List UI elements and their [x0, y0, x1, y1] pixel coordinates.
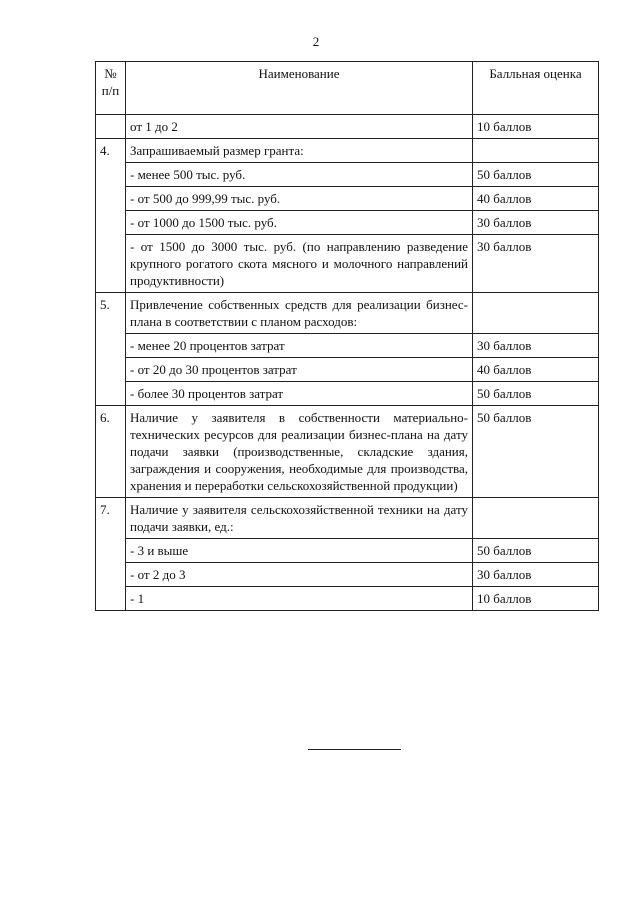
row-score: 30 баллов: [473, 235, 599, 293]
row-score: [473, 139, 599, 163]
row-name: - менее 20 процентов затрат: [126, 334, 473, 358]
row-name: Привлечение собственных средств для реализации бизнес-плана в соответствии с планом расходов:: [126, 293, 473, 334]
table-row: [96, 187, 599, 211]
row-num: [96, 211, 126, 235]
row-num: [96, 539, 126, 563]
table-row: [96, 139, 599, 163]
row-score: [473, 498, 599, 539]
table-row: [96, 406, 599, 498]
header-name: Наименование: [126, 62, 473, 115]
row-score: 30 баллов: [473, 563, 599, 587]
row-num: [96, 358, 126, 382]
row-score: 50 баллов: [473, 382, 599, 406]
row-num: [96, 235, 126, 293]
row-name: - менее 500 тыс. руб.: [126, 163, 473, 187]
table-row: [96, 587, 599, 611]
row-name: Запрашиваемый размер гранта:: [126, 139, 473, 163]
row-num: [96, 115, 126, 139]
row-name: Наличие у заявителя сельскохозяйственной техники на дату подачи заявки, ед.:: [126, 498, 473, 539]
row-name: от 1 до 2: [126, 115, 473, 139]
header-num: № п/п: [96, 62, 126, 115]
table-row: [96, 498, 599, 539]
row-num: [96, 187, 126, 211]
row-num: 4.: [96, 139, 126, 163]
row-num: [96, 382, 126, 406]
row-num: [96, 163, 126, 187]
table-row: [96, 539, 599, 563]
table-header-row: [96, 62, 599, 115]
table-row: [96, 358, 599, 382]
row-name: - более 30 процентов затрат: [126, 382, 473, 406]
row-score: 50 баллов: [473, 406, 599, 498]
row-num: 7.: [96, 498, 126, 539]
row-score: 50 баллов: [473, 539, 599, 563]
row-num: [96, 563, 126, 587]
table-row: [96, 115, 599, 139]
row-num: [96, 334, 126, 358]
table-row: [96, 211, 599, 235]
header-score: Балльная оценка: [473, 62, 599, 115]
row-score: 50 баллов: [473, 163, 599, 187]
row-name: - от 1500 до 3000 тыс. руб. (по направлению разведение крупного рогатого скота мясного и молочного направлений продуктивности): [126, 235, 473, 293]
row-num: 6.: [96, 406, 126, 498]
table-row: [96, 163, 599, 187]
row-name: - от 20 до 30 процентов затрат: [126, 358, 473, 382]
table-row: [96, 382, 599, 406]
end-of-document-rule: [308, 749, 401, 750]
row-score: 30 баллов: [473, 211, 599, 235]
row-name: - 1: [126, 587, 473, 611]
table-row: [96, 334, 599, 358]
table-row: [96, 293, 599, 334]
page-number: 2: [312, 34, 320, 49]
row-num: 5.: [96, 293, 126, 334]
row-score: 40 баллов: [473, 358, 599, 382]
row-score: [473, 293, 599, 334]
row-score: 10 баллов: [473, 115, 599, 139]
row-score: 30 баллов: [473, 334, 599, 358]
row-name: - 3 и выше: [126, 539, 473, 563]
row-score: 40 баллов: [473, 187, 599, 211]
criteria-table: [95, 61, 599, 611]
row-name: - от 2 до 3: [126, 563, 473, 587]
row-name: Наличие у заявителя в собственности материально-технических ресурсов для реализации бизнес-плана на дату подачи заявки (производственные, складские здания, заграждения и сооружения, необходимые для производства, хранения и переработки сельскохозяйственной продукции): [126, 406, 473, 498]
row-num: [96, 587, 126, 611]
table-row: [96, 563, 599, 587]
row-name: - от 1000 до 1500 тыс. руб.: [126, 211, 473, 235]
row-name: - от 500 до 999,99 тыс. руб.: [126, 187, 473, 211]
row-score: 10 баллов: [473, 587, 599, 611]
table-row: [96, 235, 599, 293]
